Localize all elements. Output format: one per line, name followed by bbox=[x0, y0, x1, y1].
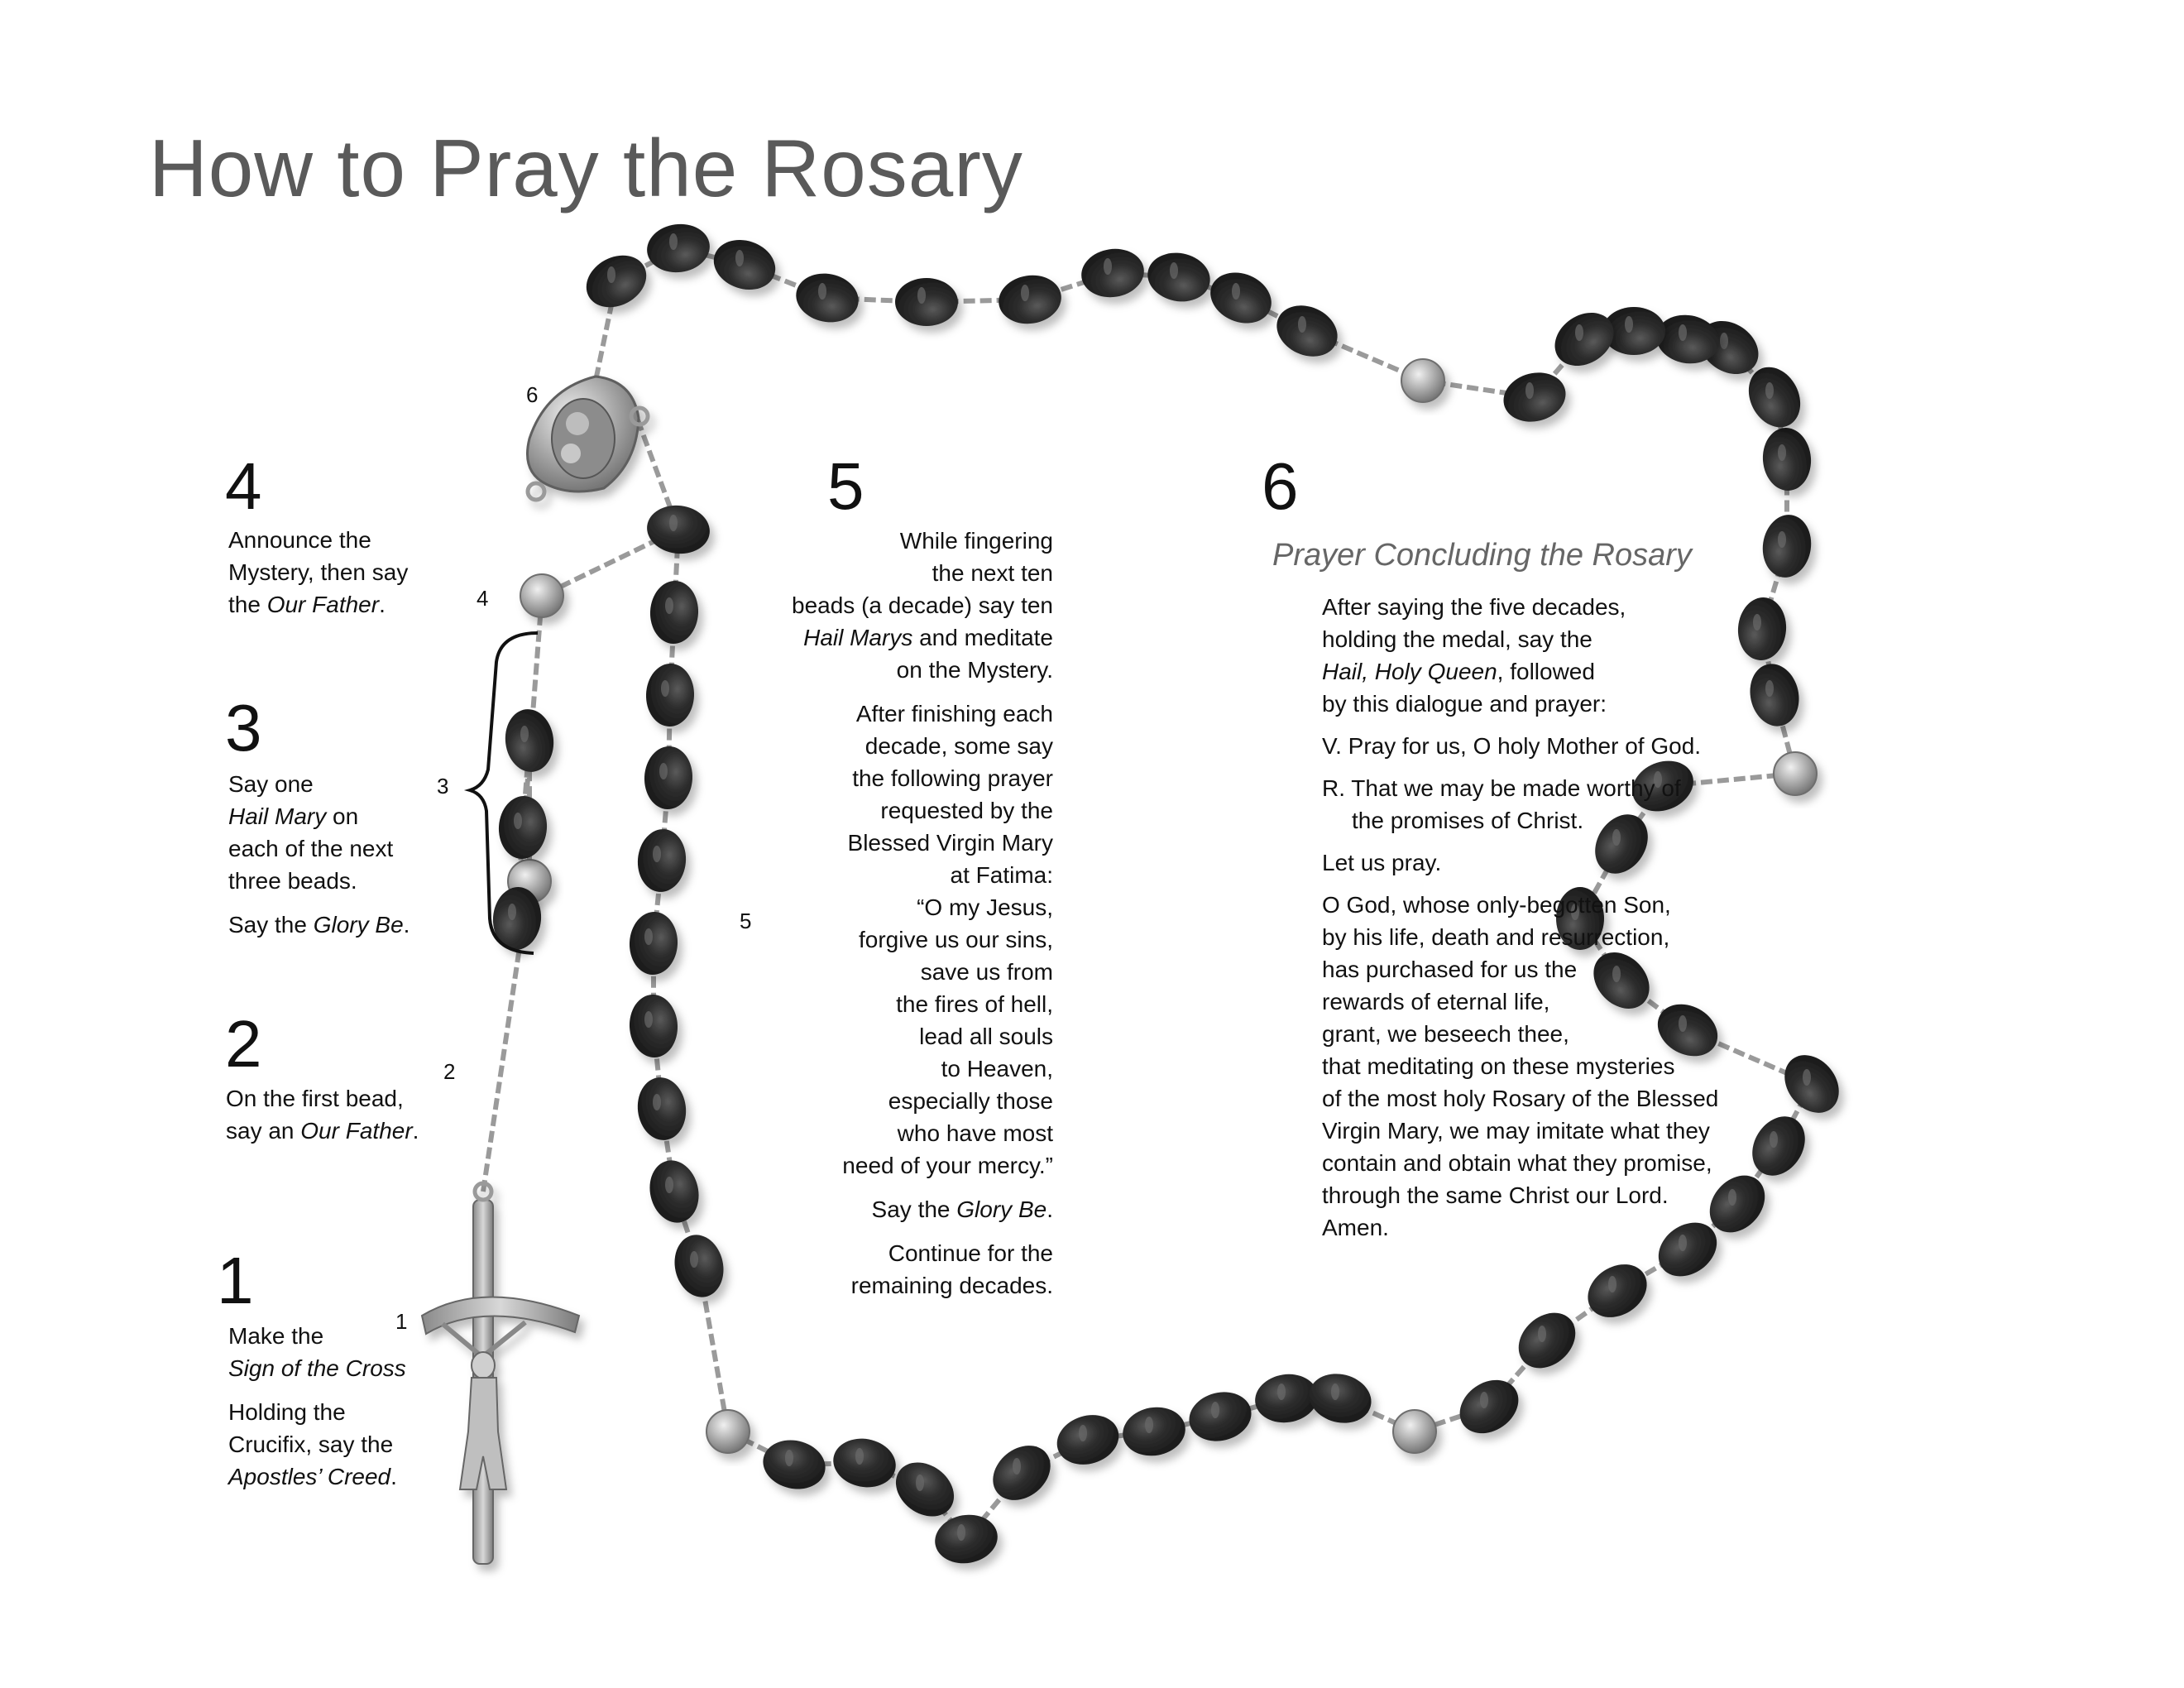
step-3-number: 3 bbox=[225, 691, 262, 765]
fatima-prayer-line: decade, some say bbox=[864, 733, 1053, 759]
our-father-bead bbox=[520, 574, 563, 617]
step-3-line: Hail Mary on bbox=[228, 803, 359, 829]
fatima-prayer-line: the fires of hell, bbox=[896, 991, 1053, 1017]
bead-highlight bbox=[1013, 1458, 1021, 1475]
step-1-number: 1 bbox=[217, 1244, 254, 1317]
hail-mary-bead bbox=[885, 1451, 965, 1527]
hail-mary-bead bbox=[1545, 302, 1623, 376]
step-2-number: 2 bbox=[225, 1007, 262, 1081]
bead-highlight bbox=[1211, 1402, 1219, 1418]
bead-highlight bbox=[520, 726, 529, 742]
step-1-line: Crucifix, say the bbox=[228, 1431, 394, 1457]
hail-mary-bead bbox=[628, 911, 679, 976]
step-5-line: While fingering bbox=[899, 528, 1053, 554]
hail-mary-bead bbox=[758, 1434, 830, 1495]
marker-3: 3 bbox=[437, 774, 449, 798]
our-father-bead bbox=[706, 1410, 750, 1453]
step-1-line: Apostles’ Creed. bbox=[228, 1464, 397, 1489]
step-4-text bbox=[228, 524, 460, 621]
hail-mary-bead bbox=[668, 1230, 729, 1302]
bead-highlight bbox=[665, 1177, 673, 1193]
bead-highlight bbox=[653, 1094, 661, 1110]
step-2-text bbox=[226, 1082, 474, 1147]
fatima-prayer-line: After finishing each bbox=[855, 701, 1053, 727]
step-6-intro: After saying the five decades, holding the medal, say the Hail, Holy Queen, followed by this dialogue and prayer: bbox=[1322, 594, 1626, 717]
response: R. That we may be made worthy of the promises of Christ. bbox=[1322, 775, 1681, 833]
bead-highlight bbox=[1778, 531, 1786, 548]
fatima-prayer-line: Blessed Virgin Mary bbox=[847, 830, 1053, 856]
closing-prayer-line: Virgin Mary, we may imitate what they bbox=[1322, 1118, 1710, 1144]
step-5-line: Continue for the bbox=[888, 1240, 1053, 1266]
step-2-line: say an Our Father. bbox=[226, 1118, 419, 1144]
bead-highlight bbox=[735, 250, 744, 266]
hail-mary-bead bbox=[577, 246, 655, 318]
step-4-number: 4 bbox=[225, 449, 262, 523]
bead-highlight bbox=[661, 680, 669, 697]
hail-mary-bead bbox=[635, 827, 689, 894]
closing-prayer-line: by his life, death and resurrection, bbox=[1322, 924, 1670, 950]
hail-mary-bead bbox=[995, 271, 1065, 328]
hail-mary-bead bbox=[1449, 1369, 1528, 1445]
bead-highlight bbox=[1331, 1383, 1339, 1400]
step-6-number: 6 bbox=[1262, 449, 1299, 523]
hail-mary-bead bbox=[644, 1155, 705, 1227]
bead-highlight bbox=[785, 1450, 793, 1466]
our-father-bead bbox=[1393, 1410, 1436, 1453]
hail-mary-bead bbox=[1304, 1367, 1377, 1429]
fatima-prayer-line: especially those bbox=[888, 1088, 1053, 1114]
page-title: How to Pray the Rosary bbox=[149, 122, 1023, 213]
bead-highlight bbox=[855, 1448, 864, 1465]
hail-mary-bead bbox=[644, 220, 713, 276]
hail-mary-bead bbox=[1051, 1407, 1125, 1472]
hail-mary-bead bbox=[645, 663, 696, 727]
hail-mary-bead bbox=[1203, 264, 1280, 333]
step-3-line: three beads. bbox=[228, 868, 357, 894]
closing-prayer-line: of the most holy Rosary of the Blessed bbox=[1322, 1086, 1719, 1111]
bead-highlight bbox=[1232, 283, 1240, 300]
step-6-text bbox=[1322, 591, 1835, 1254]
bead-highlight bbox=[690, 1251, 698, 1268]
step-3-line: Say one bbox=[228, 771, 314, 797]
hail-mary-bead bbox=[644, 502, 713, 558]
step-5-glory-be: Say the Glory Be. bbox=[871, 1196, 1053, 1222]
bead-highlight bbox=[644, 1011, 653, 1028]
step-2-line: On the first bead, bbox=[226, 1086, 404, 1111]
marker-1: 1 bbox=[395, 1309, 408, 1334]
closing-prayer-line: grant, we beseech thee, bbox=[1322, 1021, 1569, 1047]
hail-mary-bead bbox=[635, 1075, 690, 1144]
fatima-prayer-line: save us from bbox=[920, 959, 1053, 985]
hail-mary-bead bbox=[1119, 1403, 1190, 1460]
bead-highlight bbox=[669, 515, 678, 531]
bead-highlight bbox=[1277, 1383, 1286, 1400]
hail-mary-bead bbox=[792, 268, 863, 328]
step-1-line: Sign of the Cross bbox=[228, 1355, 406, 1381]
step-5-line: beads (a decade) say ten bbox=[792, 592, 1053, 618]
fatima-prayer-line: lead all souls bbox=[919, 1024, 1053, 1049]
fatima-prayer bbox=[728, 698, 1053, 1182]
centerpiece-medal-icon bbox=[528, 376, 649, 500]
hail-mary-bead bbox=[895, 278, 958, 327]
closing-prayer-line: through the same Christ our Lord. bbox=[1322, 1182, 1669, 1208]
step-3-glory-be: Say the Glory Be. bbox=[228, 912, 410, 938]
hail-mary-bead bbox=[1184, 1386, 1257, 1448]
hail-mary-bead bbox=[496, 794, 548, 861]
marker-6: 6 bbox=[526, 382, 539, 407]
bead-highlight bbox=[1145, 1417, 1153, 1433]
hail-mary-bead bbox=[1078, 245, 1147, 302]
step-4-line: the Our Father. bbox=[228, 592, 386, 617]
bead-highlight bbox=[508, 904, 516, 920]
hail-mary-bead bbox=[1507, 1302, 1586, 1379]
bead-highlight bbox=[1021, 285, 1029, 301]
step-5-number: 5 bbox=[827, 449, 864, 523]
step-4-line: Mystery, then say bbox=[228, 559, 409, 585]
fatima-prayer-line: at Fatima: bbox=[950, 862, 1053, 888]
bead-highlight bbox=[1525, 382, 1534, 399]
hail-mary-bead bbox=[707, 232, 782, 297]
hail-mary-bead bbox=[1760, 426, 1813, 493]
hail-mary-bead bbox=[1578, 1254, 1656, 1328]
versicle: V. Pray for us, O holy Mother of God. bbox=[1322, 733, 1702, 759]
bead-highlight bbox=[1104, 258, 1112, 275]
bead-highlight bbox=[659, 763, 668, 779]
step-5-line: remaining decades. bbox=[850, 1273, 1053, 1298]
step-4-line: Announce the bbox=[228, 527, 371, 553]
bead-highlight bbox=[1625, 316, 1633, 333]
bead-highlight bbox=[917, 287, 926, 304]
bead-highlight bbox=[1575, 324, 1583, 341]
bead-highlight bbox=[1778, 444, 1786, 461]
bead-highlight bbox=[1538, 1326, 1546, 1342]
concluding-prayer-title: Prayer Concluding the Rosary bbox=[1272, 538, 1692, 573]
step-5-text bbox=[728, 525, 1053, 1302]
step-1-line: Holding the bbox=[228, 1399, 346, 1425]
bead-highlight bbox=[653, 846, 661, 862]
hail-mary-bead bbox=[982, 1435, 1061, 1512]
bead-highlight bbox=[669, 233, 678, 250]
bead-highlight bbox=[1765, 382, 1774, 399]
hail-mary-bead bbox=[628, 994, 679, 1059]
bead-highlight bbox=[1608, 1276, 1616, 1292]
fatima-prayer-line: “O my Jesus, bbox=[917, 894, 1053, 920]
hail-mary-bead bbox=[829, 1433, 899, 1492]
fatima-prayer-line: requested by the bbox=[880, 798, 1053, 823]
bead-highlight bbox=[1679, 324, 1687, 341]
fatima-prayer-line: need of your mercy.” bbox=[842, 1153, 1053, 1178]
bead-highlight bbox=[1720, 333, 1728, 349]
fatima-prayer-line: the following prayer bbox=[852, 765, 1053, 791]
fatima-prayer-line: to Heaven, bbox=[941, 1056, 1053, 1081]
step-5-line: Hail Marys and meditate bbox=[803, 625, 1053, 650]
fatima-prayer-line: who have most bbox=[897, 1120, 1053, 1146]
hail-mary-bead bbox=[649, 580, 700, 645]
hail-mary-bead bbox=[1759, 511, 1815, 581]
marker-5: 5 bbox=[740, 909, 752, 933]
closing-prayer-line: that meditating on these mysteries bbox=[1322, 1053, 1675, 1079]
step-1-text bbox=[228, 1320, 460, 1493]
bead-highlight bbox=[1170, 262, 1178, 279]
bead-highlight bbox=[644, 928, 653, 945]
fatima-prayer-line: forgive us our sins, bbox=[859, 927, 1053, 952]
marker-4: 4 bbox=[477, 586, 489, 611]
closing-prayer bbox=[1322, 889, 1835, 1244]
marker-2: 2 bbox=[443, 1059, 456, 1084]
hail-mary-bead bbox=[502, 707, 558, 775]
step-1-line: Make the bbox=[228, 1323, 324, 1349]
step-3-line: each of the next bbox=[228, 836, 394, 861]
hail-mary-bead bbox=[643, 746, 694, 811]
hail-mary-bead bbox=[1268, 296, 1345, 366]
step-5-line: on the Mystery. bbox=[896, 657, 1053, 683]
let-us-pray: Let us pray. bbox=[1322, 850, 1442, 875]
hail-mary-bead bbox=[932, 1510, 1002, 1568]
closing-prayer-line: contain and obtain what they promise, bbox=[1322, 1150, 1712, 1176]
bead-highlight bbox=[514, 813, 522, 829]
bead-highlight bbox=[957, 1524, 965, 1541]
closing-prayer-line: has purchased for us the bbox=[1322, 957, 1578, 982]
bead-highlight bbox=[818, 283, 826, 300]
closing-prayer-line: rewards of eternal life, bbox=[1322, 989, 1550, 1014]
bead-highlight bbox=[607, 266, 615, 283]
step-5-line: the next ten bbox=[932, 560, 1053, 586]
bead-highlight bbox=[665, 597, 673, 614]
closing-prayer-line: O God, whose only-begotten Son, bbox=[1322, 892, 1671, 918]
hail-mary-bead bbox=[1143, 247, 1214, 306]
our-father-bead bbox=[1401, 359, 1444, 402]
bead-highlight bbox=[1079, 1425, 1087, 1441]
hail-mary-bead bbox=[1498, 366, 1571, 428]
closing-prayer-line: Amen. bbox=[1322, 1215, 1389, 1240]
bead-highlight bbox=[916, 1475, 924, 1491]
bead-highlight bbox=[1480, 1392, 1488, 1408]
bead-highlight bbox=[1298, 316, 1306, 333]
